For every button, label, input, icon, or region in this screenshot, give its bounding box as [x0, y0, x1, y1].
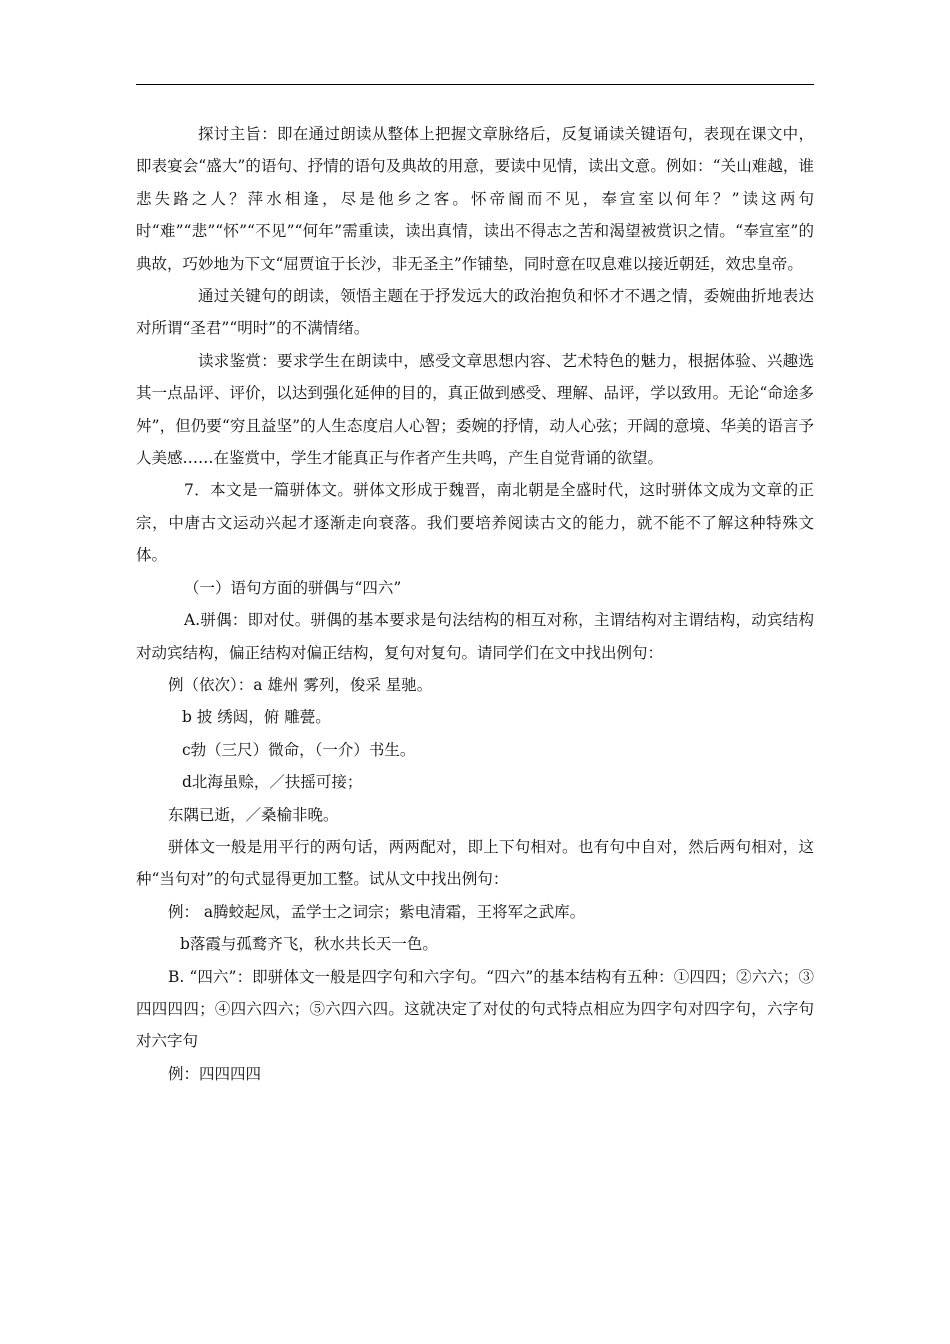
paragraph-appreciation: 读求鉴赏：要求学生在朗读中，感受文章思想内容、艺术特色的魅力，根据体验、兴趣选其一点品评、评价，以达到强化延伸的目的，真正做到感受、理解、品评，学以致用。无论“命途多舛”，但仍要“穷且益坚”的人生态度启人心智；委婉的抒情，动人心弦；开阔的意境、华美的语言予人美感……在鉴赏中，学生才能真正与作者产生共鸣，产生自觉背诵的欲望。	[136, 351, 814, 468]
subheading-parallelism: （一）语句方面的骈偶与“四六”	[184, 578, 402, 597]
paragraph-sentence-pairing: 骈体文一般是用平行的两句话，两两配对，即上下句相对。也有句中自对，然后两句相对，这种“当句对”的句式显得更加工整。试从文中找出例句：	[136, 837, 814, 889]
document-body	[136, 118, 814, 1090]
paragraph-parallelism-a: A.骈偶：即对仗。骈偶的基本要求是句法结构的相互对称，主谓结构对主谓结构，动宾结构对动宾结构，偏正结构对偏正结构，复句对复句。请同学们在文中找出例句：	[136, 611, 814, 662]
example-line-a: 例（依次）：a 雄州 雾列，俊采 星驰。	[168, 675, 433, 694]
example-line-b: b 披 绣闼，俯 雕甍。	[182, 708, 331, 727]
paragraph-theme-discussion: 探讨主旨：即在通过朗读从整体上把握文章脉络后，反复诵读关键语句，表现在课文中，即表宴会“盛大”的语句、抒情的语句及典故的用意，要读中见情，读出文意。例如：“关山难越，谁悲失路之人？萍水相逢，尽是他乡之客。怀帝阍而不见，奉宣室以何年？”读这两句时“难”“悲”“怀”“不见”“何年”需重读，读出真情，读出不得志之苦和渴望被赏识之情。“奉宣室”的典故，巧妙地为下文“屈贾谊于长沙，非无圣主”作铺垫，同时意在叹息难以接近朝廷，效忠皇帝。	[136, 125, 814, 273]
example-line-d-continued: 东隅已逝，／桑榆非晚。	[168, 805, 339, 824]
header-rule	[136, 84, 814, 85]
paragraph-section-7: 7．本文是一篇骈体文。骈体文形成于魏晋，南北朝是全盛时代，这时骈体文成为文章的正宗，中唐古文运动兴起才逐渐走向衰落。我们要培养阅读古文的能力，就不能不了解这种特殊文体。	[136, 481, 814, 565]
example-line-c: c勃（三尺）微命，（一介）书生。	[182, 740, 416, 759]
example-pairing-a: 例： a腾蛟起凤，孟学士之词宗；紫电清霜，王将军之武库。	[168, 902, 586, 921]
example-four-four: 例：四四四四	[168, 1064, 262, 1083]
paragraph-theme-summary: 通过关键句的朗读，领悟主题在于抒发远大的政治抱负和怀才不遇之情，委婉曲折地表达对所谓“圣君”“明时”的不满情绪。	[136, 287, 814, 338]
example-pairing-b: b落霞与孤鹜齐飞，秋水共长天一色。	[180, 935, 438, 954]
paragraph-four-six: B. “四六”：即骈体文一般是四字句和六字句。“四六”的基本结构有五种：①四四；②六六；③四四四四；④四六四六；⑤六四六四。这就决定了对仗的句式特点相应为四字句对四字句，六字句对六字句	[136, 967, 814, 1051]
example-line-d: d北海虽赊，／扶摇可接；	[182, 773, 363, 792]
